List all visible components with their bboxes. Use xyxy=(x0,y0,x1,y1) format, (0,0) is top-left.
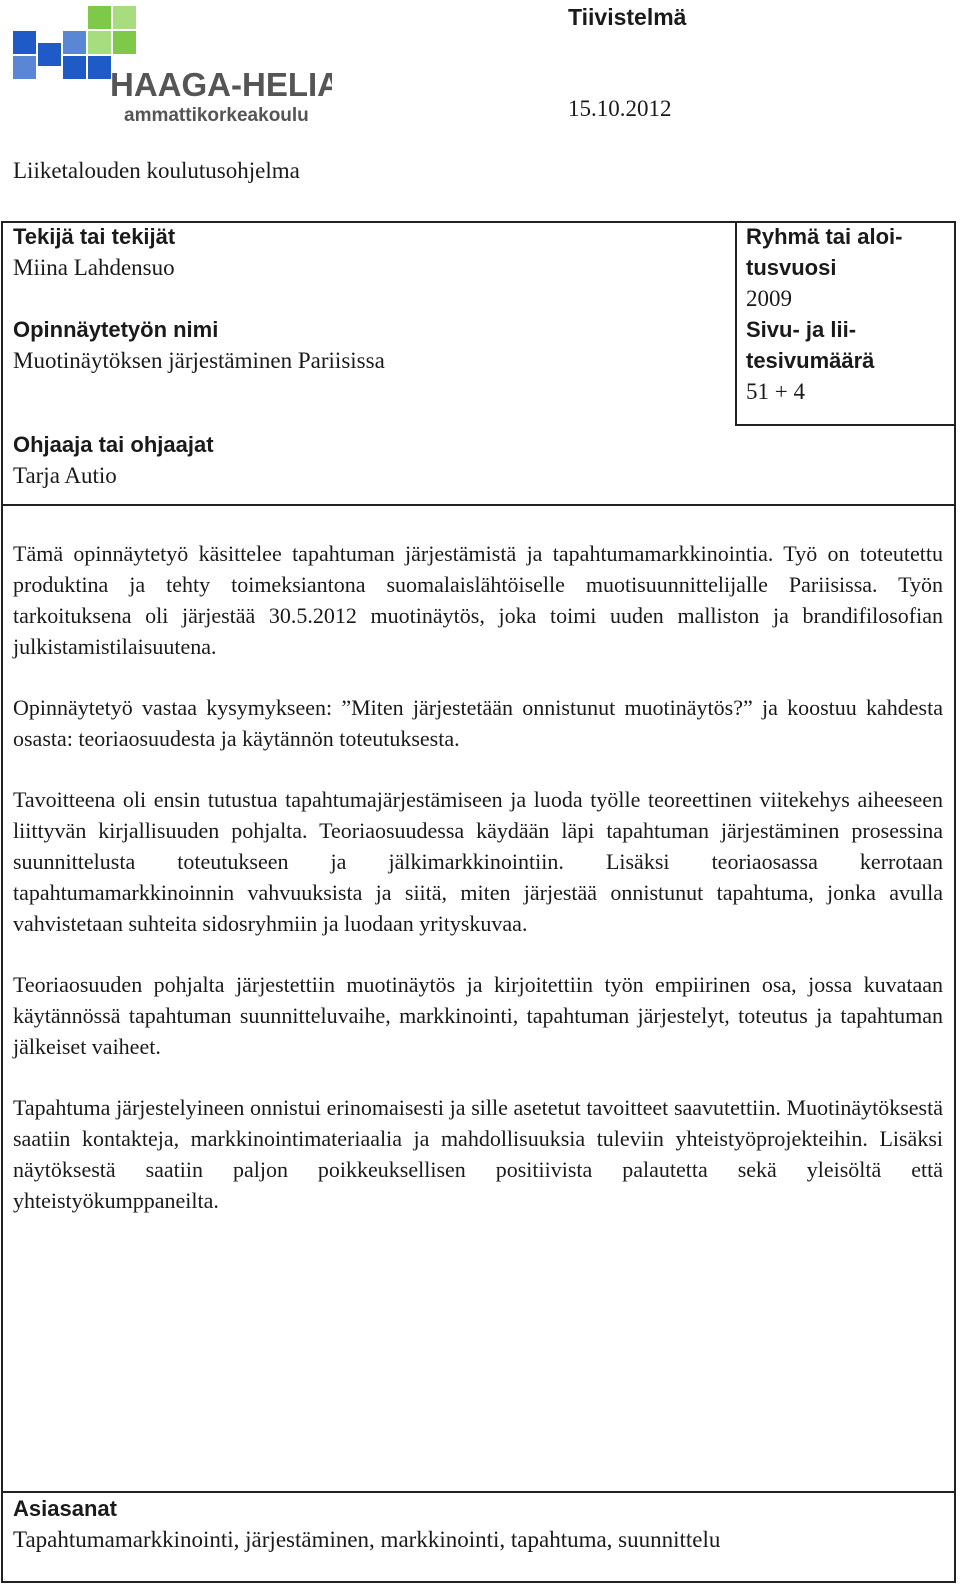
keywords-value: Tapahtumamarkkinointi, järjestäminen, markkinointi, tapahtuma, suunnittelu xyxy=(13,1527,721,1552)
logo-tagline: ammattikorkeakoulu xyxy=(124,105,309,126)
pages-label-line1: Sivu- ja lii- xyxy=(746,317,857,342)
meta-column-divider xyxy=(735,223,737,426)
logo-square xyxy=(13,56,36,79)
abstract-paragraph: Opinnäytetyö vastaa kysymykseen: ”Miten järjestetään onnistunut muotinäytös?” ja koostuu kahdesta osasta: teoriaosuudesta ja käytännön toteutuksesta. xyxy=(13,695,943,751)
supervisor-label: Ohjaaja tai ohjaajat xyxy=(13,432,214,457)
meta-right-bottom-rule xyxy=(735,424,956,426)
logo-square xyxy=(88,31,111,54)
abstract-paragraph: Tapahtuma järjestelyineen onnistui erinomaisesti ja sille asetetut tavoitteet saavutettiin. Muotinäytöksestä saatiin kontakteja, markkinointimateriaalia ja mahdollisuuksia tuleviin yhteistyöprojekteihin. Lisäksi näytöksestä saatiin paljon poikkeuksellisen positiivista palautetta sekä yleisöltä että yhteistyökumppaneilta. xyxy=(13,1095,943,1213)
logo-graphic xyxy=(12,6,332,126)
group-value: 2009 xyxy=(746,286,792,311)
logo-square xyxy=(88,6,111,29)
meta-right-column xyxy=(746,221,946,407)
keywords-section xyxy=(13,1493,943,1555)
meta-left-column xyxy=(13,221,713,491)
pages-value: 51 + 4 xyxy=(746,379,805,404)
thesis-title: Muotinäytöksen järjestäminen Pariisissa xyxy=(13,348,385,373)
supervisor-name: Tarja Autio xyxy=(13,463,117,488)
pages-label-line2: tesivumäärä xyxy=(746,348,875,373)
haaga-helia-logo xyxy=(12,6,332,126)
logo-square xyxy=(38,43,61,66)
keywords-label: Asiasanat xyxy=(13,1496,117,1521)
author-name: Miina Lahdensuo xyxy=(13,255,175,280)
document-type: Tiivistelmä xyxy=(568,4,687,30)
logo-square xyxy=(88,56,111,79)
logo-square xyxy=(63,56,86,79)
abstract-paragraph: Teoriaosuuden pohjalta järjestettiin muotinäytös ja kirjoitettiin työn empiirinen osa, jossa kuvataan käytännössä tapahtuman suunnitteluvaihe, markkinointi, tapahtuman järjestelyt, toteutus ja tapahtuman jälkeiset vaiheet. xyxy=(13,972,943,1059)
logo-square xyxy=(13,31,36,54)
logo-square xyxy=(63,31,86,54)
logo-square xyxy=(113,6,136,29)
meta-section-rule xyxy=(3,504,956,506)
abstract-body xyxy=(13,538,943,1246)
group-label-line2: tusvuosi xyxy=(746,255,837,280)
abstract-paragraph: Tavoitteena oli ensin tutustua tapahtumajärjestämiseen ja luoda työlle teoreettinen viitekehys aiheeseen liittyvän kirjallisuuden pohjalta. Teoriaosuudessa käydään läpi tapahtuman järjestäminen prosessina suunnittelusta toteutukseen ja jälkimarkkinointiin. Lisäksi teoriaosassa kerrotaan tapahtumamarkkinoinnin vahvuuksista ja siitä, miten järjestää onnistunut tapahtuma, jonka avulla vahvistetaan suhteita sidosryhmiin ja luodaan yrityskuvaa. xyxy=(13,787,943,936)
group-label-line1: Ryhmä tai aloi- xyxy=(746,224,903,249)
thesis-title-label: Opinnäytetyön nimi xyxy=(13,317,219,342)
abstract-paragraph: Tämä opinnäytetyö käsittelee tapahtuman järjestämistä ja tapahtumamarkkinointia. Työ on toteutettu produktina ja tehty toimeksiantona suomalaislähtöiselle muotisuunnittelijalle Pariisissa. Työn tarkoituksena oli järjestää 30.5.2012 muotinäytös, joka toimi uuden malliston ja brandifilosofian julkistamistilaisuutena. xyxy=(13,541,943,659)
document-date: 15.10.2012 xyxy=(568,96,672,121)
degree-programme: Liiketalouden koulutusohjelma xyxy=(13,158,300,183)
author-label: Tekijä tai tekijät xyxy=(13,224,176,249)
logo-square xyxy=(113,31,136,54)
logo-wordmark: HAAGA-HELIA xyxy=(110,66,332,103)
